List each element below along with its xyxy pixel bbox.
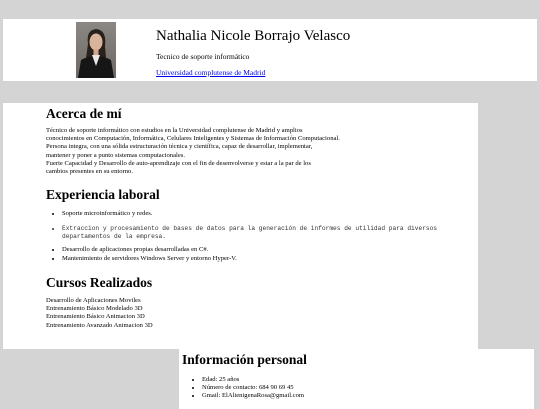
about-line: mantener y poner a punto sistemas computacionales. xyxy=(46,151,185,159)
about-line: Fuerte Capacidad y Desarrollo de auto-aprendizaje con el fin de desenvolverse y estar a la par de los xyxy=(46,159,311,167)
course-item: Desarrollo de Aplicaciones Moviles xyxy=(46,297,141,304)
about-line: Técnico de soporte informático con estudios en la Universidad complutense de Madrid y amplios xyxy=(46,127,303,134)
personal-info-item: • Edad: 25 años xyxy=(202,376,304,384)
about-paragraph xyxy=(46,127,396,176)
experience-item: • Soporte microinformático y redes. xyxy=(62,210,482,218)
courses-list xyxy=(46,297,153,330)
about-line: Persona integra, con una sólida estructuración técnica y científica, capaz de desarrollar, implementar, xyxy=(46,143,313,151)
experience-item: • Extraccion y procesamiento de bases de datos para la generación de informes de utilidad para diversos departamentos de la empresa. xyxy=(62,225,482,240)
course-item: Entrenamiento Básico Animacion 3D xyxy=(46,313,145,321)
profile-header xyxy=(3,19,537,81)
personal-info-panel xyxy=(179,349,534,409)
university-link[interactable]: Universidad complutense de Madrid xyxy=(156,68,266,77)
experience-item: • Mantenimiento de servidores Windows Server y entorno Hyper-V. xyxy=(62,255,482,263)
experience-item: • Desarrollo de aplicaciones propias desarrolladas en C#. xyxy=(62,246,482,254)
profile-photo xyxy=(76,22,116,78)
course-item: Entrenamiento Avanzado Animacion 3D xyxy=(46,321,153,329)
person-name: Nathalia Nicole Borrajo Velasco xyxy=(156,28,351,44)
personal-info-list xyxy=(182,376,304,401)
about-line: cambios presentes en su entorno. xyxy=(46,168,133,176)
personal-info-item: • Número de contacto: 684 90 69 45 xyxy=(202,384,304,392)
about-heading: Acerca de mí xyxy=(46,106,122,121)
personal-info-item: • Gmail: ElAlienigenaRosa@gmail.com xyxy=(202,392,304,400)
job-title: Tecnico de soporte informático xyxy=(156,52,250,61)
main-content xyxy=(3,103,478,349)
course-item: Entrenamiento Básico Modelado 3D xyxy=(46,305,143,313)
personal-info-heading: Información personal xyxy=(182,352,307,367)
experience-list xyxy=(46,210,482,263)
experience-heading: Experiencia laboral xyxy=(46,187,160,202)
about-line: conocimientos en Computación, Informática, Celulares Inteligentes y Sistemas de Información Computacional. xyxy=(46,135,340,143)
courses-heading: Cursos Realizados xyxy=(46,275,153,290)
